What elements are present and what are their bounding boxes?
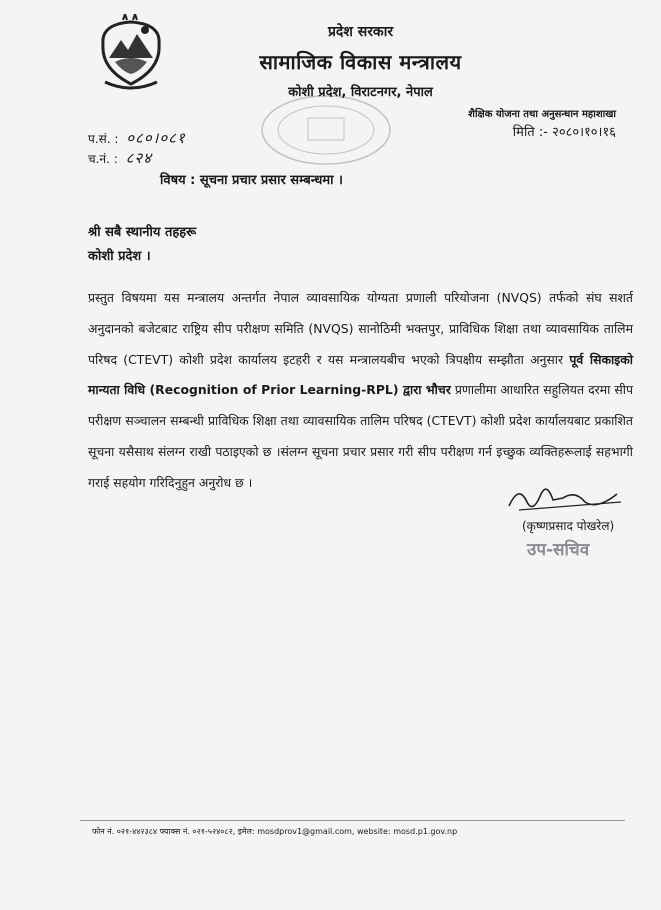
body-bold-part: पूर्व सिकाइको मान्यता विधि (Recognition of Prior Learning-RPL) द्वारा भौचर — [88, 351, 633, 398]
cn-value: ८२४ — [125, 149, 153, 167]
date-value: २०८०।१०।१६ — [552, 125, 616, 140]
addressee-line-1: श्री सबै स्थानीय तहहरू — [88, 225, 197, 240]
reference-number — [88, 128, 186, 148]
office-seal-stamp — [256, 90, 396, 170]
dispatch-number — [88, 148, 152, 168]
letter-body — [88, 283, 633, 499]
signatory-designation-stamp: उप-सचिव — [527, 540, 590, 560]
footer-contact: फोन नं. ०२१-४४२३८४ फ्याक्स नं. ०२१-५२४०८२, इमेल: mosdprov1@gmail.com, website: mosd.p1.gov.np — [92, 827, 458, 836]
signatory-name: (कृष्णप्रसाद पोखरेल) — [522, 519, 615, 533]
body-part-2: प्रणालीमा आधारित सहुलियत दरमा सीप परीक्षण सञ्चालन सम्बन्धी प्राविधिक शिक्षा तथा व्यावसायिक तालिम परिषद (CTEVT) कोशी प्रदेश कार्यालयबाट प्रकाशित सूचना यसैसाथ संलग्न राखी पठाइएको छ ।संलग्न सूचना प्रचार प्रसार गरी सीप परीक्षण गर्न इच्छुक व्यक्तिहरूलाई सहभागी गराई सहयोग गरिदिनुहुन अनुरोध छ । — [88, 382, 633, 490]
ps-value: ०८०।०८१ — [126, 129, 186, 147]
addressee-line-2: कोशी प्रदेश । — [88, 249, 151, 264]
section-name: शैक्षिक योजना तथा अनुसन्धान महाशाखा — [468, 109, 616, 120]
body-part-1: प्रस्तुत विषयमा यस मन्त्रालय अन्तर्गत नेपाल व्यावसायिक योग्यता प्रणाली परियोजना (NVQS) तर्फको संघ सशर्त अनुदानको बजेटबाट राष्ट्रिय सीप परीक्षण समिति (NVQS) सानोठिमी भक्तपुर, प्राविधिक शिक्षा तथा व्यावसायिक तालिम परिषद (CTEVT) कोशी प्रदेश कार्यालय इटहरी र यस मन्त्रालयबीच भएको त्रिपक्षीय सम्झौता अनुसार — [88, 290, 633, 367]
ps-label: प.सं. : — [88, 132, 119, 146]
signature-scribble — [505, 480, 625, 516]
letter-date — [513, 122, 616, 140]
letter-subject: विषय : सूचना प्रचार प्रसार सम्बन्धमा । — [160, 173, 343, 188]
government-title: प्रदेश सरकार — [327, 24, 394, 40]
date-label: मिति :- — [512, 125, 548, 140]
footer-divider — [80, 820, 625, 821]
cn-label: च.नं. : — [88, 152, 118, 166]
ministry-address: कोशी प्रदेश, विराटनगर, नेपाल — [288, 85, 433, 100]
ministry-title: सामाजिक विकास मन्त्रालय — [259, 50, 462, 74]
